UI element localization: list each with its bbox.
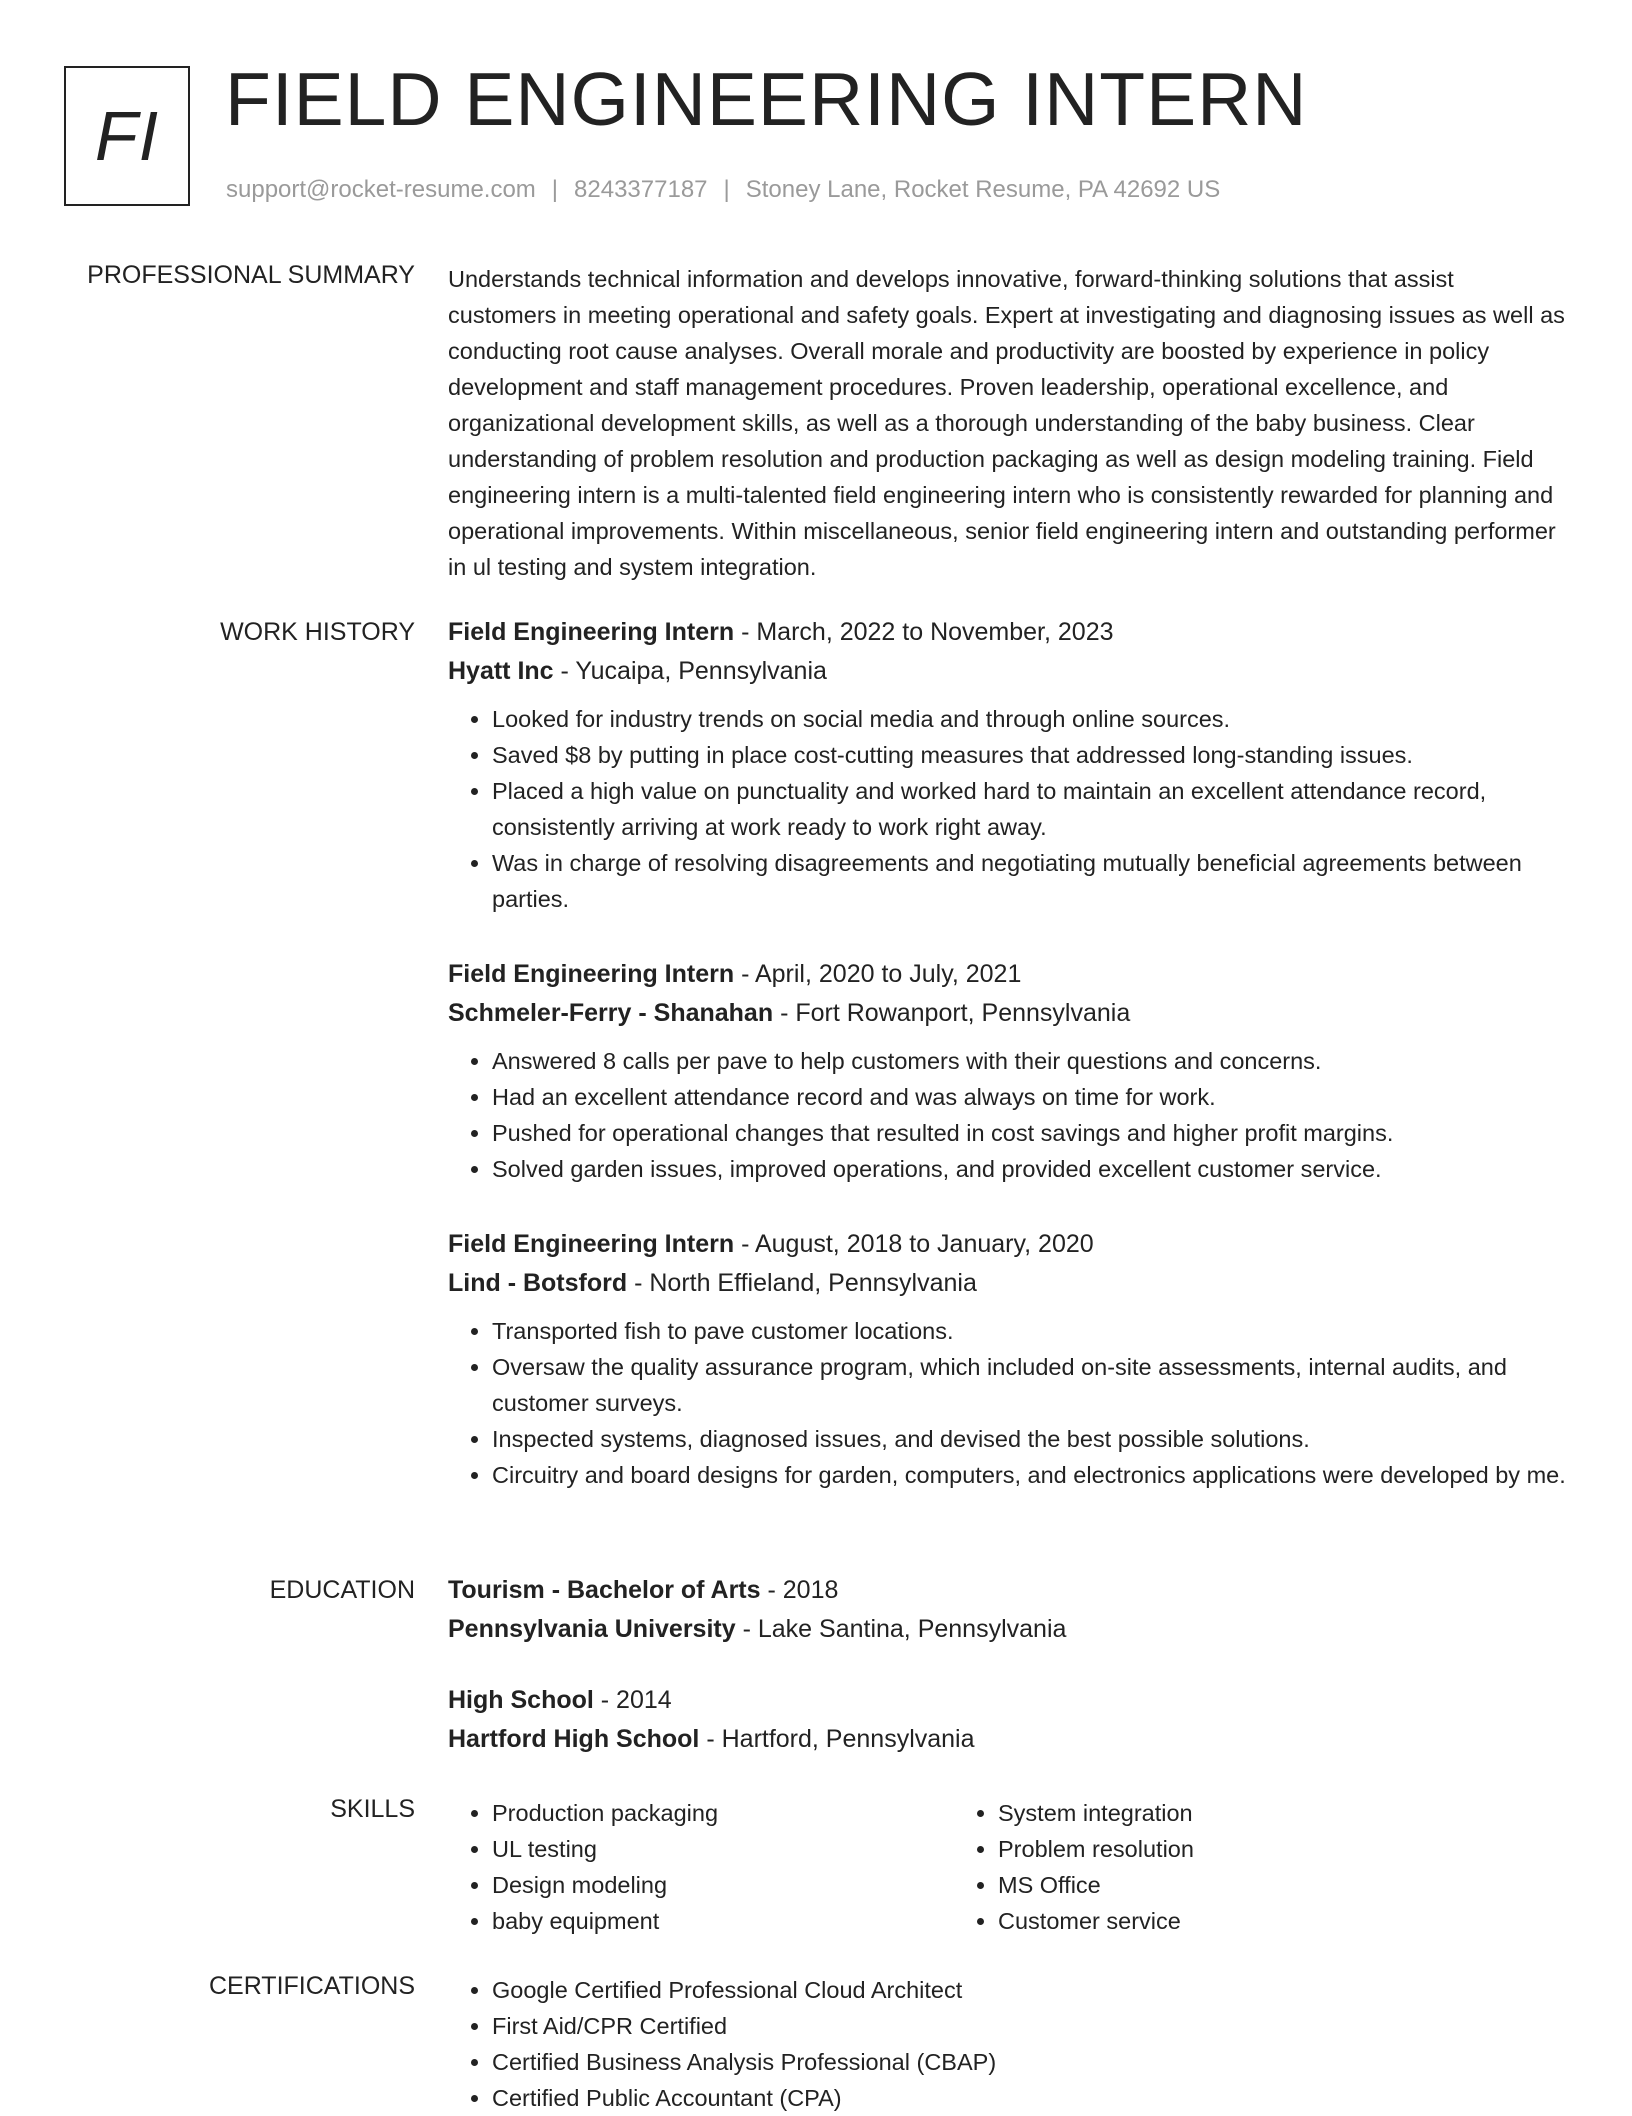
monogram-box [64, 66, 190, 206]
skill-item: • Problem resolution [998, 1831, 1460, 1867]
resume-title: FIELD ENGINEERING INTERN [225, 57, 1308, 141]
job-location: - Fort Rowanport, Pennsylvania [773, 999, 1131, 1027]
education-school: Pennsylvania University [448, 1615, 736, 1643]
job-company-line [448, 994, 1568, 1033]
skills-body [448, 1795, 1568, 1939]
contact-separator: | [551, 176, 559, 203]
education-year: - 2014 [593, 1686, 672, 1714]
job-location: - Yucaipa, Pennsylvania [553, 657, 827, 685]
education-year: - 2018 [760, 1576, 839, 1604]
job-bullet: • Pushed for operational changes that resulted in cost savings and higher profit margins. [492, 1115, 1568, 1151]
job-dates: - April, 2020 to July, 2021 [734, 960, 1022, 988]
education-degree: High School [448, 1686, 594, 1714]
job-title: Field Engineering Intern [448, 960, 735, 988]
certification-item: • First Aid/CPR Certified [492, 2008, 1568, 2044]
skill-item: • baby equipment [492, 1903, 954, 1939]
contact-phone[interactable]: 8243377187 [574, 176, 708, 203]
job-bullet: • Transported fish to pave customer locations. [492, 1313, 1568, 1349]
job-bullet: • Looked for industry trends on social media and through online sources. [492, 701, 1568, 737]
job-dates: - August, 2018 to January, 2020 [734, 1230, 1094, 1258]
job-location: - North Effieland, Pennsylvania [627, 1269, 977, 1297]
job-title-line [448, 955, 1568, 994]
section-label-summary: PROFESSIONAL SUMMARY [87, 261, 415, 289]
job-company: Hyatt Inc [448, 657, 554, 685]
job-dates: - March, 2022 to November, 2023 [734, 618, 1114, 646]
summary-body [448, 261, 1568, 585]
job-bullet: • Circuitry and board designs for garden, computers, and electronics applications were developed by me. [492, 1457, 1568, 1493]
monogram-initials: FI [94, 97, 160, 175]
skill-item: • Production packaging [492, 1795, 954, 1831]
job-company: Schmeler-Ferry - Shanahan [448, 999, 774, 1027]
job-bullet: • Oversaw the quality assurance program, which included on-site assessments, internal audits, and customer surveys. [492, 1349, 1568, 1421]
education-school-line [448, 1720, 1568, 1759]
education-entry [448, 1681, 1568, 1759]
certifications-body [448, 1972, 1568, 2116]
skills-list-right [954, 1795, 1460, 1939]
job-bullet: • Saved $8 by putting in place cost-cutting measures that addressed long-standing issues. [492, 737, 1568, 773]
job-bullets [448, 701, 1568, 917]
work-history-body [448, 613, 1568, 1531]
section-label-skills: SKILLS [330, 1795, 415, 1823]
job-bullet: • Had an excellent attendance record and was always on time for work. [492, 1079, 1568, 1115]
skill-item: • UL testing [492, 1831, 954, 1867]
job-bullets [448, 1043, 1568, 1187]
job-entry [448, 1225, 1568, 1493]
education-entry [448, 1571, 1568, 1649]
job-entry [448, 613, 1568, 917]
job-entry [448, 955, 1568, 1187]
skills-columns [448, 1795, 1568, 1939]
contact-separator: | [723, 176, 730, 203]
section-label-certifications: CERTIFICATIONS [208, 1972, 415, 2000]
section-label-education: EDUCATION [269, 1576, 415, 1604]
job-company: Lind - Botsford [448, 1269, 628, 1297]
certification-item: • Certified Public Accountant (CPA) [492, 2080, 1568, 2116]
job-title-line [448, 1225, 1568, 1264]
job-title: Field Engineering Intern [448, 1230, 735, 1258]
job-title: Field Engineering Intern [448, 618, 735, 646]
skills-list-left [448, 1795, 954, 1939]
job-bullet: • Placed a high value on punctuality and worked hard to maintain an excellent attendance record, consistently arriving at work ready to work right away. [492, 773, 1568, 845]
contact-address: Stoney Lane, Rocket Resume, PA 42692 US [745, 176, 1221, 203]
job-company-line [448, 1264, 1568, 1303]
certification-item: • Certified Business Analysis Professional (CBAP) [492, 2044, 1568, 2080]
job-company-line [448, 652, 1568, 691]
education-degree-line [448, 1571, 1568, 1610]
skill-item: • System integration [998, 1795, 1460, 1831]
education-body [448, 1571, 1568, 1797]
job-bullet: • Answered 8 calls per pave to help customers with their questions and concerns. [492, 1043, 1568, 1079]
job-bullet: • Was in charge of resolving disagreements and negotiating mutually beneficial agreements between parties. [492, 845, 1568, 917]
education-location: - Hartford, Pennsylvania [699, 1725, 975, 1753]
contact-email[interactable]: support@rocket-resume.com [226, 176, 536, 203]
contact-line [226, 176, 1220, 204]
job-title-line [448, 613, 1568, 652]
job-bullets [448, 1313, 1568, 1493]
education-school-line [448, 1610, 1568, 1649]
education-location: - Lake Santina, Pennsylvania [735, 1615, 1067, 1643]
education-school: Hartford High School [448, 1725, 700, 1753]
education-degree-line [448, 1681, 1568, 1720]
skill-item: • Design modeling [492, 1867, 954, 1903]
skill-item: • Customer service [998, 1903, 1460, 1939]
certification-item: • Google Certified Professional Cloud Architect [492, 1972, 1568, 2008]
section-label-work-history: WORK HISTORY [220, 618, 415, 646]
skill-item: • MS Office [998, 1867, 1460, 1903]
job-bullet: • Inspected systems, diagnosed issues, and devised the best possible solutions. [492, 1421, 1568, 1457]
certifications-list [448, 1972, 1568, 2116]
summary-text: Understands technical information and develops innovative, forward-thinking solutions that assist customers in meeting operational and safety goals. Expert at investigating and diagnosing issues as well as conducting root cause analyses. Overall morale and productivity are boosted by experience in policy development and staff management procedures. Proven leadership, operational excellence, and organizational development skills, as well as a thorough understanding of the baby business. Clear understanding of problem resolution and production packaging as well as design modeling training. Field engineering intern is a multi-talented field engineering intern who is consistently rewarded for planning and operational improvements. Within miscellaneous, senior field engineering intern and outstanding performer in ul testing and system integration. [448, 266, 1565, 580]
job-bullet: • Solved garden issues, improved operations, and provided excellent customer service. [492, 1151, 1568, 1187]
education-degree: Tourism - Bachelor of Arts [448, 1576, 761, 1604]
